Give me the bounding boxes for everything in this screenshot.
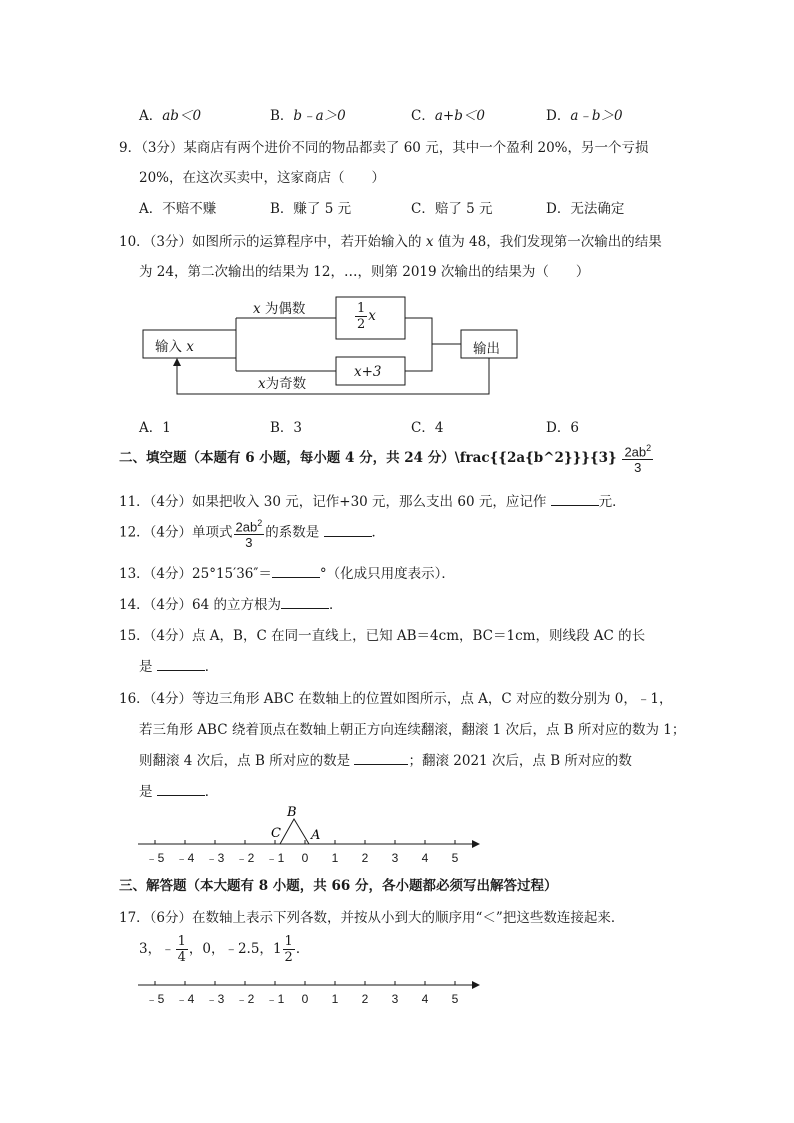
q8-option-a-expr: ab＜0 [162,108,202,124]
q10-option-d: D．6 [546,420,579,436]
q16-axis-tick-label: 5 [451,851,459,865]
flow-output-label: 输出 [473,341,500,357]
q16-label-b: B [287,805,297,820]
q9-option-a: A．不赔不赚 [139,201,217,217]
q16-label-c: C [271,826,281,841]
q17-axis-tick-label: 4 [421,992,429,1006]
q17-line-1: 17．（6分）在数轴上表示下列各数，并按从小到大的顺序用“＜”把这些数连接起来． [119,910,625,926]
q10-option-c: C．4 [411,420,444,436]
q16-label-a: A [311,828,321,843]
q8-option-a: A．ab＜0 [139,108,202,124]
q16-line-4: 是 ． [139,784,219,800]
q10-line-1: 10．（3分）如图所示的运算程序中，若开始输入的 x 值为 48，我们发现第一次输出的结果 [119,234,662,250]
q16-axis-tick-label: ﹣4 [175,851,195,865]
q17-numbers: 3，﹣ $\frac{1}{4}$ ，0，﹣2.5，1 $\frac{1}{2}$ ． [139,934,310,965]
q15-blank[interactable] [157,658,205,671]
q13: 13．（4分）25°15′36″＝ °（化成只用度表示）． [119,566,455,582]
q17-axis-tick-label: 2 [361,992,369,1006]
q16-axis-tick-label: 4 [421,851,429,865]
q16-line-2: 若三角形 ABC 绕着顶点在数轴上朝正方向连续翻滚，翻滚 1 次后，点 B 所对应的数为 1； [139,722,686,738]
q16-axis-tick-label: 2 [361,851,369,865]
q17-axis-tick-label: 1 [331,992,339,1006]
q8-option-d: D．a﹣b＞0 [546,108,623,124]
q16-line-3: 则翻滚 4 次后，点 B 所对应的数是 ；翻滚 2021 次后，点 B 所对应的数 [139,753,632,769]
q17-axis-tick-label: ﹣4 [175,992,195,1006]
q11-blank[interactable] [551,493,599,506]
q14: 14．（4分）64 的立方根为 ． [119,597,343,613]
flow-arrow-up-icon [173,358,181,366]
q16-line-1: 16．（4分）等边三角形 ABC 在数轴上的位置如图所示，点 A，C 对应的数分别为 0，﹣1， [119,691,673,707]
q12-blank[interactable] [324,524,372,537]
q17-number-line [130,965,500,1015]
q8-option-b: B．b﹣a＞0 [270,108,346,124]
q16-axis-tick-label: ﹣1 [265,851,285,865]
flow-even-label: x 为偶数 [253,301,306,317]
q16-axis-tick-label: 0 [301,851,309,865]
section-2-heading: 二、填空题（本题有 6 小题，每小题 4 分，共 24 分）\frac{{2a{b^2}}}{3} $\frac{2ab^2}{3}$ [119,443,652,476]
q11: 11．（4分）如果把收入 30 元，记作+30 元，那么支出 60 元，应记作 元． [119,494,626,510]
q12: 12．（4分）单项式 $\frac{2ab^2}{3}$ 的系数是 ． [119,518,386,551]
q17-axis-tick-label: ﹣1 [265,992,285,1006]
q16-axis-tick-label: ﹣5 [145,851,165,865]
q15-line-2: 是 ． [139,659,219,675]
q9-line-1: 9．（3分）某商店有两个进价不同的物品都卖了 60 元，其中一个盈利 20%，另一个亏损 [119,140,649,156]
q13-blank[interactable] [272,565,320,578]
q10-flowchart [140,290,520,400]
q10-line-2: 为 24，第二次输出的结果为 12，…，则第 2019 次输出的结果为（ ） [139,264,590,280]
q16-blank-1[interactable] [354,752,408,765]
q17-axis-tick-label: 0 [301,992,309,1006]
q9-line-2: 20%，在这次买卖中，这家商店（ ） [139,170,386,186]
q10-option-b: B．3 [270,420,303,436]
q17-axis-tick-label: 5 [451,992,459,1006]
section-3-heading: 三、解答题（本大题有 8 小题，共 66 分，各小题都必须写出解答过程） [119,878,558,894]
q9-option-b: B．赚了 5 元 [270,201,352,217]
q17-axis-tick-label: 3 [391,992,399,1006]
q16-axis-tick-label: 1 [331,851,339,865]
q16-number-line [130,800,500,870]
q16-axis-tick-label: ﹣2 [235,851,255,865]
q16-axis-tick-label: 3 [391,851,399,865]
q16-blank-2[interactable] [157,783,205,796]
q8-option-c: C．a+b＜0 [411,108,485,124]
flow-odd-label: x为奇数 [258,376,307,392]
flow-plus3-expr: x+3 [354,364,382,380]
q15-line-1: 15．（4分）点 A，B，C 在同一直线上，已知 AB＝4cm，BC＝1cm，则线段 AC 的长 [119,628,646,644]
q16-axis-tick-label: ﹣3 [205,851,225,865]
q17-axis-tick-label: ﹣2 [235,992,255,1006]
q8-option-d-expr: a﹣b＞0 [570,108,623,124]
flow-half-expr: $\frac{1}{2}$ x [357,301,376,332]
q10-option-a: A．1 [139,420,171,436]
q16-axis-arrow-icon [472,840,480,848]
q14-blank[interactable] [281,596,329,609]
q17-axis-tick-label: ﹣3 [205,992,225,1006]
q8-option-c-expr: a+b＜0 [434,108,485,124]
q9-option-c: C．赔了 5 元 [411,201,493,217]
flow-input-label: 输入 x [155,339,194,355]
q8-option-b-expr: b﹣a＞0 [293,108,346,124]
q9-option-d: D．无法确定 [546,201,625,217]
q17-axis-tick-label: ﹣5 [145,992,165,1006]
q17-axis-arrow-icon [472,981,480,989]
